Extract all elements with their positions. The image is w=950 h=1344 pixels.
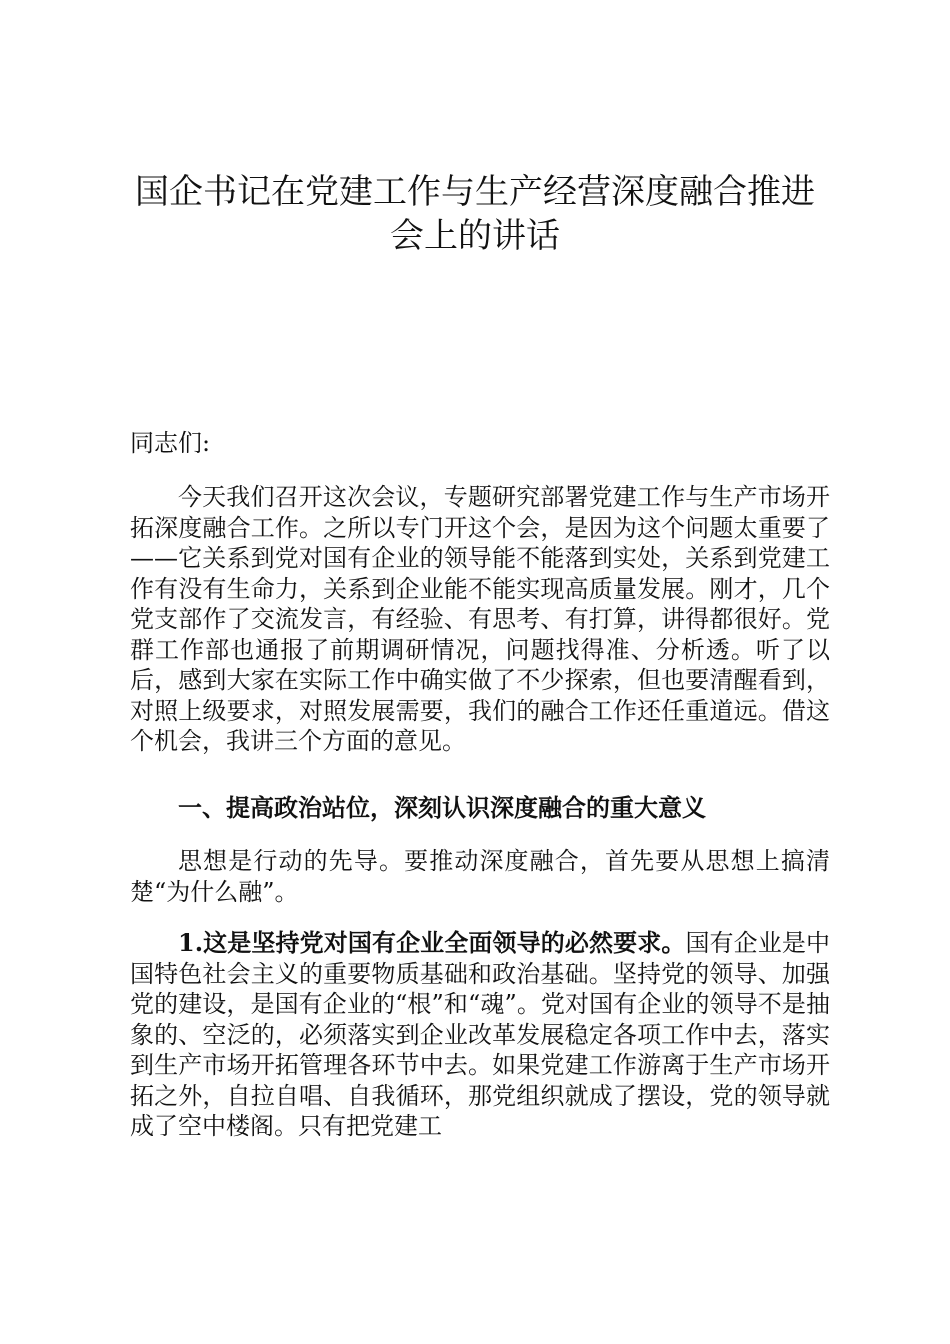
section-intro-paragraph: 思想是行动的先导。要推动深度融合，首先要从思想上搞清楚“为什么融”。 [130,847,830,906]
document-title: 国企书记在党建工作与生产经营深度融合推进会上的讲话 [135,172,815,256]
point-lead: 1.这是坚持党对国有企业全面领导的必然要求。 [178,928,686,957]
intro-paragraph: 今天我们召开这次会议，专题研究部署党建工作与生产市场开拓深度融合工作。之所以专门开这个会，是因为这个问题太重要了——它关系到党对国有企业的领导能不能落到实处，关系到党建工作有没有生命力，关系到企业能不能实现高质量发展。刚才，几个党支部作了交流发言，有经验、有思考、有打算，讲得都很好。党群工作部也通报了前期调研情况，问题找得准、分析透。听了以后，感到大家在实际工作中确实做了不少探索，但也要清醒看到，对照上级要求，对照发展需要，我们的融合工作还任重道远。借这个机会，我讲三个方面的意见。 [130,483,830,755]
point-paragraph [130,928,830,1142]
section-heading: 一、提高政治站位，深刻认识深度融合的重大意义 [178,793,706,822]
salutation: 同志们: [130,429,211,457]
point-text: 国有企业是中国特色社会主义的重要物质基础和政治基础。坚持党的领导、加强党的建设，是国有企业的“根”和“魂”。党对国有企业的领导不是抽象的、空泛的，必须落实到企业改革发展稳定各项工作中去，落实到生产市场开拓管理各环节中去。如果党建工作游离于生产市场开拓之外，自拉自唱、自我循环，那党组织就成了摆设，党的领导就成了空中楼阁。只有把党建工 [130,929,831,1140]
